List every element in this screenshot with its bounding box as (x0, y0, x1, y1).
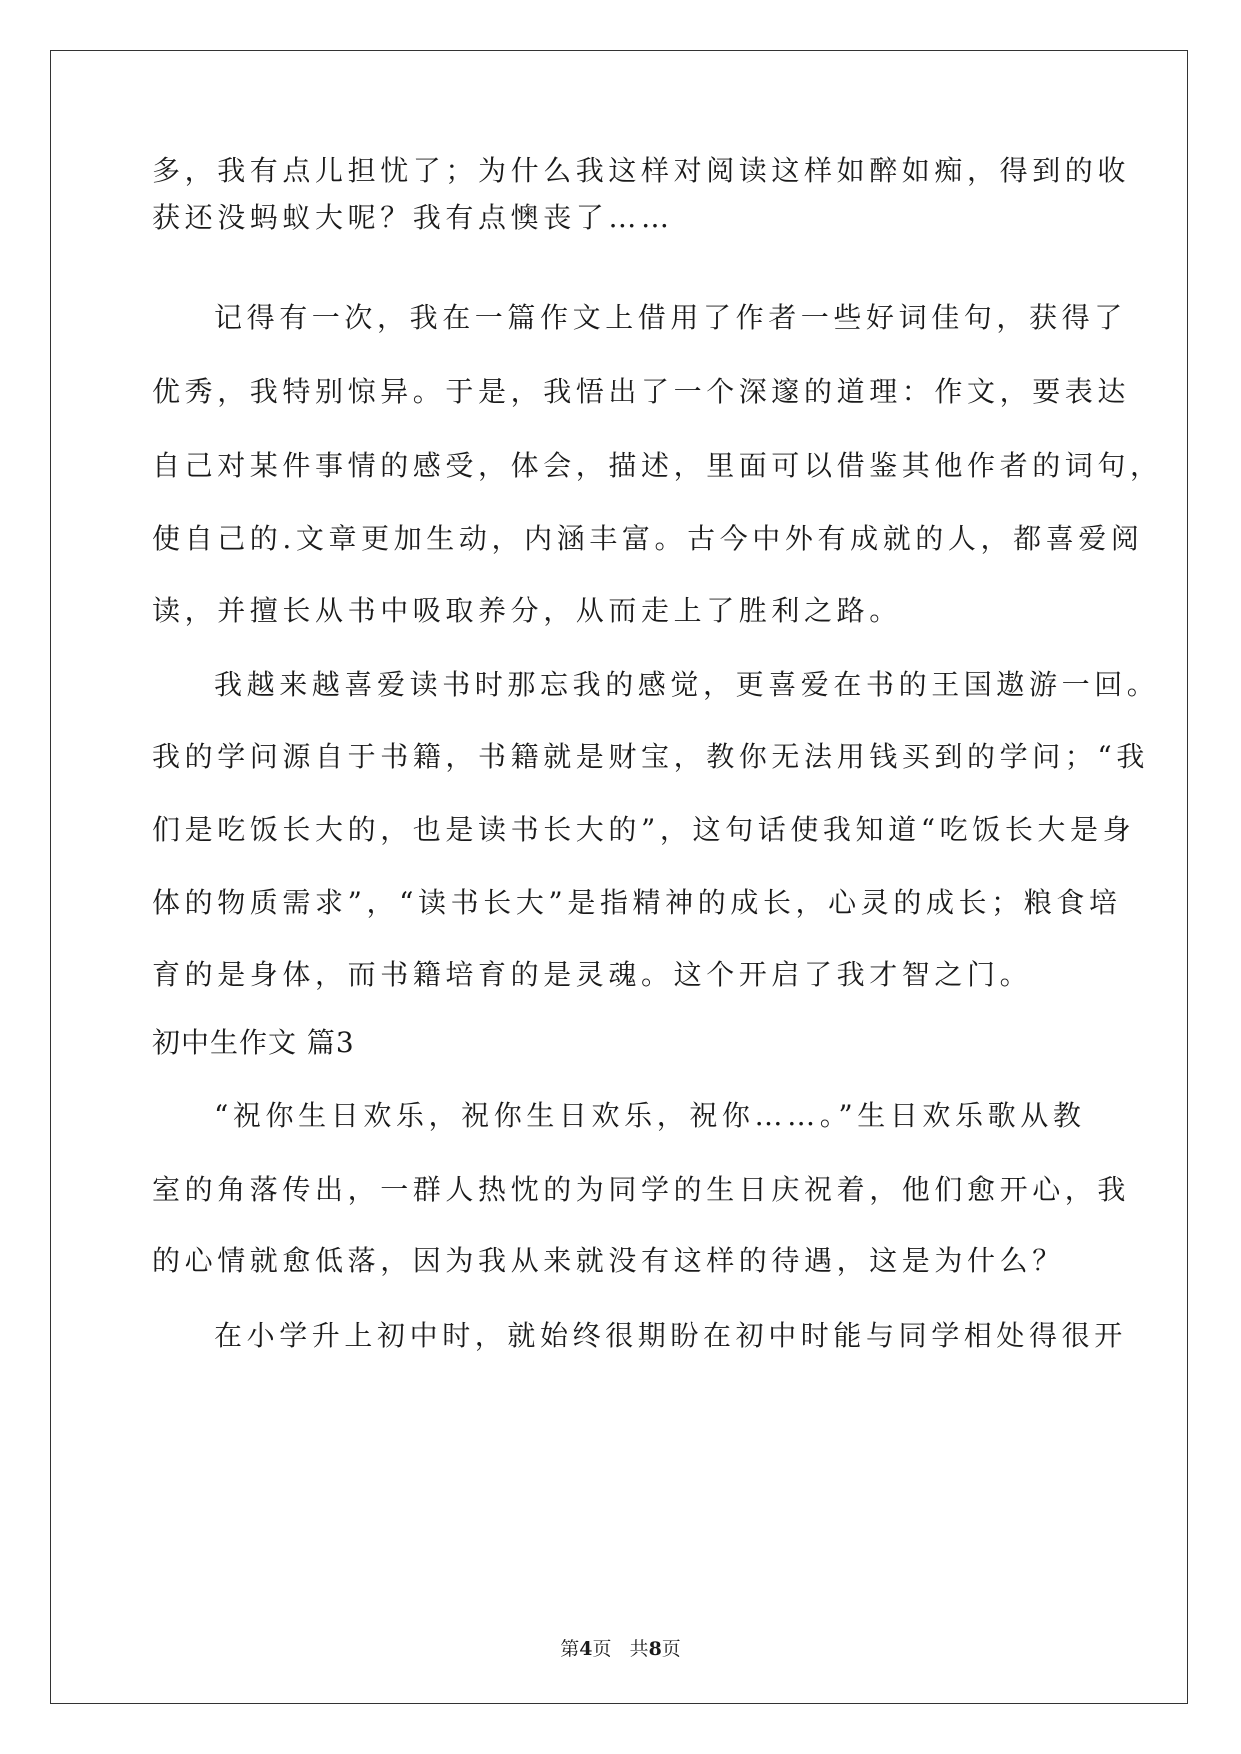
footer-prefix: 第 (560, 1638, 580, 1660)
paragraph-start-line: “祝你生日欢乐，祝你生日欢乐，祝你……。”生日欢乐歌从教 (214, 1099, 1086, 1132)
paragraph-start-line: 我越来越喜爱读书时那忘我的感觉，更喜爱在书的王国遨游一回。 (214, 668, 1160, 701)
paragraph-start-line: 记得有一次，我在一篇作文上借用了作者一些好词佳句，获得了 (214, 301, 1127, 334)
footer-suffix: 页 (661, 1638, 681, 1660)
footer-middle: 页 共 (592, 1638, 649, 1660)
text-line: 我的学问源自于书籍，书籍就是财宝，教你无法用钱买到的学问；“我 (152, 740, 1149, 773)
text-line: 多，我有点儿担忧了；为什么我这样对阅读这样如醉如痴，得到的收 (152, 154, 1131, 187)
text-line: 室的角落传出，一群人热忱的为同学的生日庆祝着，他们愈开心，我 (152, 1173, 1131, 1206)
text-line: 优秀，我特别惊异。于是，我悟出了一个深邃的道理：作文，要表达 (152, 375, 1131, 408)
text-line: 们是吃饭长大的，也是读书长大的”，这句话使我知道“吃饭长大是身 (152, 813, 1136, 846)
page-footer (0, 1636, 1241, 1662)
section-heading: 初中生作文 篇3 (152, 1026, 355, 1059)
text-line: 使自己的.文章更加生动，内涵丰富。古今中外有成就的人，都喜爱阅 (152, 522, 1144, 555)
text-line: 自己对某件事情的感受，体会，描述，里面可以借鉴其他作者的词句， (152, 449, 1163, 482)
text-line: 育的是身体，而书籍培育的是灵魂。这个开启了我才智之门。 (152, 958, 1033, 991)
text-line: 读，并擅长从书中吸取养分，从而走上了胜利之路。 (152, 594, 902, 627)
total-pages-number: 8 (648, 1638, 662, 1660)
text-line: 获还没蚂蚁大呢？我有点懊丧了…… (152, 201, 674, 234)
text-line: 的心情就愈低落，因为我从来就没有这样的待遇，这是为什么？ (152, 1244, 1065, 1277)
current-page-number: 4 (579, 1638, 593, 1660)
text-line: 体的物质需求”，“读书长大”是指精神的成长，心灵的成长；粮食培 (152, 886, 1122, 919)
paragraph-start-line: 在小学升上初中时，就始终很期盼在初中时能与同学相处得很开 (214, 1319, 1127, 1352)
